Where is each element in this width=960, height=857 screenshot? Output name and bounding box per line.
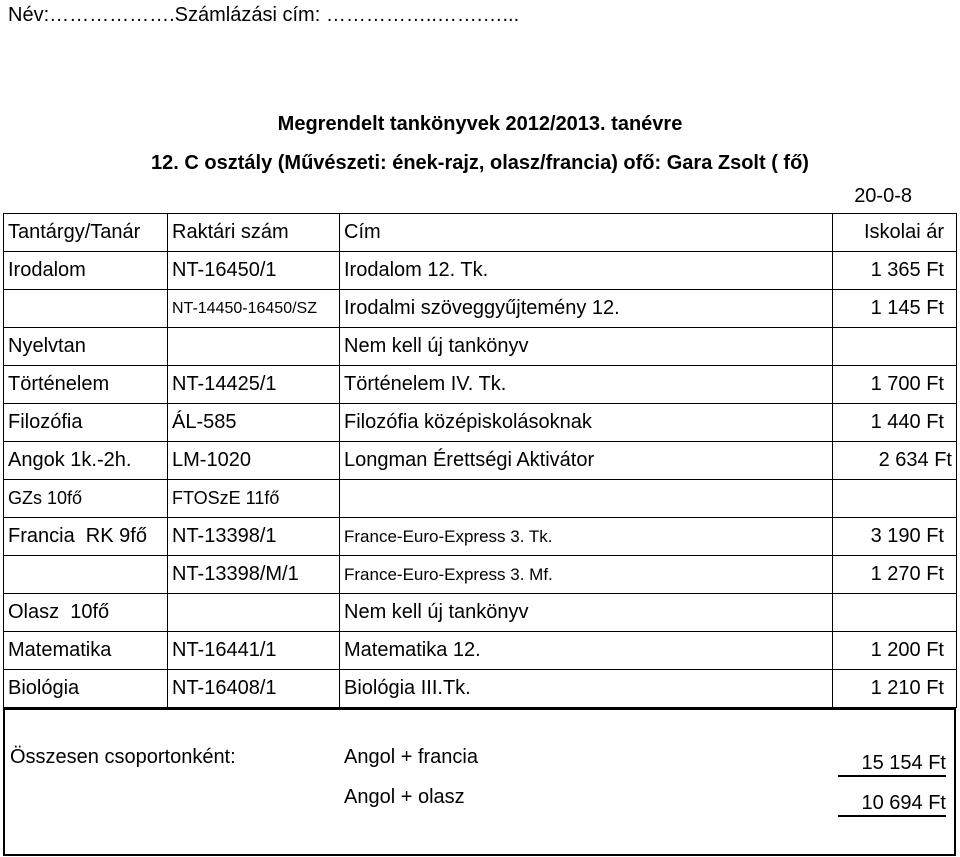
summary-item-total: 10 694 Ft [838,792,946,817]
code-cell: NT-16441/1 [168,632,340,670]
summary-item-total: 15 154 Ft [838,752,946,777]
subject-cell: Biológia [4,670,168,708]
title-cell: Irodalmi szöveggyűjtemény 12. [340,290,833,328]
title-cell: Longman Érettségi Aktivátor [340,442,833,480]
code-cell: NT-13398/1 [168,518,340,556]
table-row [4,404,957,442]
table-row [4,670,957,708]
code-cell: FTOSzE 11fő [168,480,340,518]
price-cell: 1 270 Ft [833,556,957,594]
code-cell: NT-14425/1 [168,366,340,404]
subject-cell: Angok 1k.-2h. [4,442,168,480]
price-cell [833,594,957,632]
price-cell [833,328,957,366]
column-header-subject: Tantárgy/Tanár [4,214,168,252]
code-cell: LM-1020 [168,442,340,480]
table-row [4,632,957,670]
code-cell: NT-13398/M/1 [168,556,340,594]
subject-cell: Francia RK 9fő [4,518,168,556]
subject-cell: Irodalom [4,252,168,290]
subject-cell: Matematika [4,632,168,670]
code-cell: NT-14450-16450/SZ [168,290,340,328]
subject-cell: GZs 10fő [4,480,168,518]
class-subtitle: 12. C osztály (Művészeti: ének-rajz, olasz/francia) ofő: Gara Zsolt ( fő) [151,152,809,174]
table-row [4,480,957,518]
subject-cell: Történelem [4,366,168,404]
code-cell [168,328,340,366]
summary-box [3,708,956,856]
price-cell: 1 365 Ft [833,252,957,290]
column-header-price: Iskolai ár [833,214,957,252]
summary-item-name: Angol + francia [344,746,478,768]
title-cell: Történelem IV. Tk. [340,366,833,404]
price-cell: 1 210 Ft [833,670,957,708]
table-row [4,328,957,366]
title-cell: Filozófia középiskolásoknak [340,404,833,442]
title-cell: Nem kell új tankönyv [340,328,833,366]
summary-item-name: Angol + olasz [344,786,465,808]
title-cell [340,480,833,518]
price-cell: 3 190 Ft [833,518,957,556]
buyer-info-line: Név:……………….Számlázási cím: ……………..…….…... [8,4,520,26]
table-row [4,442,957,480]
table-header-row [4,214,957,252]
summary-label: Összesen csoportonként: [10,746,236,768]
book-order-table [3,213,957,708]
code-cell [168,594,340,632]
title-cell: France-Euro-Express 3. Tk. [340,518,833,556]
code-cell: ÁL-585 [168,404,340,442]
price-cell: 1 145 Ft [833,290,957,328]
page-title: Megrendelt tankönyvek 2012/2013. tanévre [277,113,683,135]
column-header-code: Raktári szám [168,214,340,252]
table-row [4,290,957,328]
subject-cell [4,556,168,594]
code-cell: NT-16408/1 [168,670,340,708]
subject-cell: Filozófia [4,404,168,442]
title-cell: Biológia III.Tk. [340,670,833,708]
price-cell: 1 200 Ft [833,632,957,670]
price-cell: 1 700 Ft [833,366,957,404]
table-row [4,518,957,556]
code-cell: NT-16450/1 [168,252,340,290]
table-row [4,252,957,290]
subject-cell: Nyelvtan [4,328,168,366]
title-cell: France-Euro-Express 3. Mf. [340,556,833,594]
subject-cell: Olasz 10fő [4,594,168,632]
title-cell: Matematika 12. [340,632,833,670]
price-cell: 1 440 Ft [833,404,957,442]
table-row [4,594,957,632]
class-code: 20-0-8 [854,185,912,207]
table-row [4,366,957,404]
title-cell: Irodalom 12. Tk. [340,252,833,290]
price-cell [833,480,957,518]
table-row [4,556,957,594]
subject-cell [4,290,168,328]
title-cell: Nem kell új tankönyv [340,594,833,632]
column-header-title: Cím [340,214,833,252]
price-cell: 2 634 Ft [833,442,957,480]
